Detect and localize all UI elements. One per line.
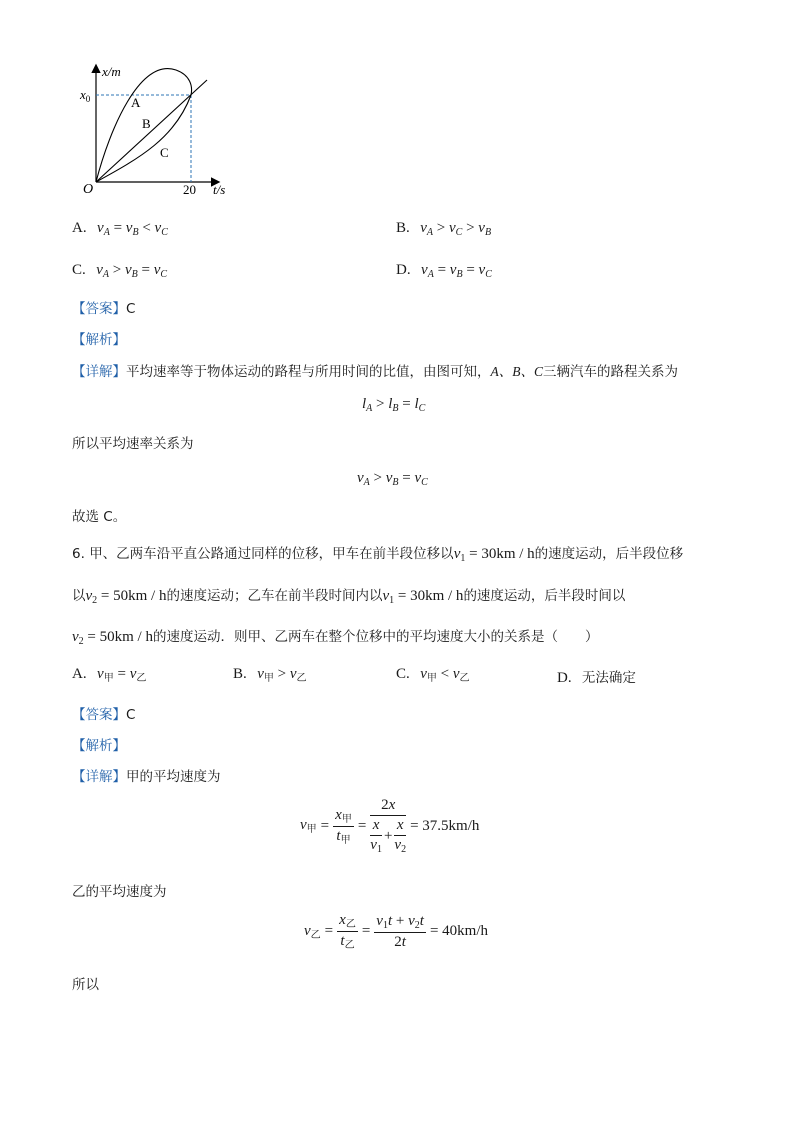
q6-detail-3: 所以 [72,977,99,993]
q6-stem-line2: 以$v_2 = 50km / h$的速度运动；乙车在前半段时间内以$v_1 = 30km / h$的速度运动，后半段时间以 [72,588,626,606]
curve-label-b: B [142,116,151,131]
q6-stem-line3: $v_2 = 50km / h$的速度运动．则甲、乙两车在整个位移中的平均速度大小的关系是（ ） [72,629,599,647]
q5-conclusion: 故选 C。 [72,509,127,525]
q5-detail: 【详解】平均速率等于物体运动的路程与所用时间的比值，由图可知，A、B、C三辆汽车的路程关系为 [72,364,678,380]
q6-option-d: D. 无法确定 [557,670,636,686]
q6-option-a: A. $v_甲 = v_乙$ [72,666,147,684]
q5-equation-speed: $v_A > v_B = v_C$ [357,470,428,488]
q5-option-d: D. $v_A = v_B = v_C$ [396,262,492,280]
q5-option-a: A. $v_A = v_B < v_C$ [72,220,168,238]
q6-option-c: C. $v_甲 < v_乙$ [396,666,470,684]
origin-label: O [83,182,94,197]
x-axis-label: t/s [213,182,226,197]
q6-detail-1: 【详解】甲的平均速度为 [72,769,221,785]
q6-option-b: B. $v_甲 > v_乙$ [233,666,307,684]
q6-equation-jia: $v_甲$ = $\frac{x_甲}{t_甲}$ = 2x $\frac{x}{v_1}$ + $\frac{x}{v_2}$ = 37.5km/h [300,797,480,855]
q5-option-c: C. $v_A > v_B = v_C$ [72,262,168,280]
curve-label-a: A [131,95,141,110]
q5-analysis-tag: 【解析】 [72,332,126,348]
q5-line2: 所以平均速率关系为 [72,436,194,452]
q6-answer: 【答案】C [72,707,136,723]
x0-label: $x_0$ [80,87,91,104]
q5-option-b: B. $v_A > v_C > v_B$ [396,220,492,238]
q6-analysis-tag: 【解析】 [72,738,126,754]
curve-label-c: C [160,145,169,160]
t20-label: 20 [183,182,196,197]
q5-answer: 【答案】C [72,301,136,317]
q6-stem-line1: 6. 甲、乙两车沿平直公路通过同样的位移，甲车在前半段位移以$v_1 = 30km / h$的速度运动，后半段位移 [72,546,684,564]
position-time-graph [70,58,250,203]
y-axis-label: x/m [102,64,121,79]
q6-equation-yi: $v_乙$ = $\frac{x_乙}{t_乙}$ = $\frac{v_1t + v_2t}{2t}$ = 40km/h [304,912,488,951]
q5-equation-distance: $l_A > l_B = l_C$ [362,396,426,414]
q6-detail-2: 乙的平均速度为 [72,884,167,900]
